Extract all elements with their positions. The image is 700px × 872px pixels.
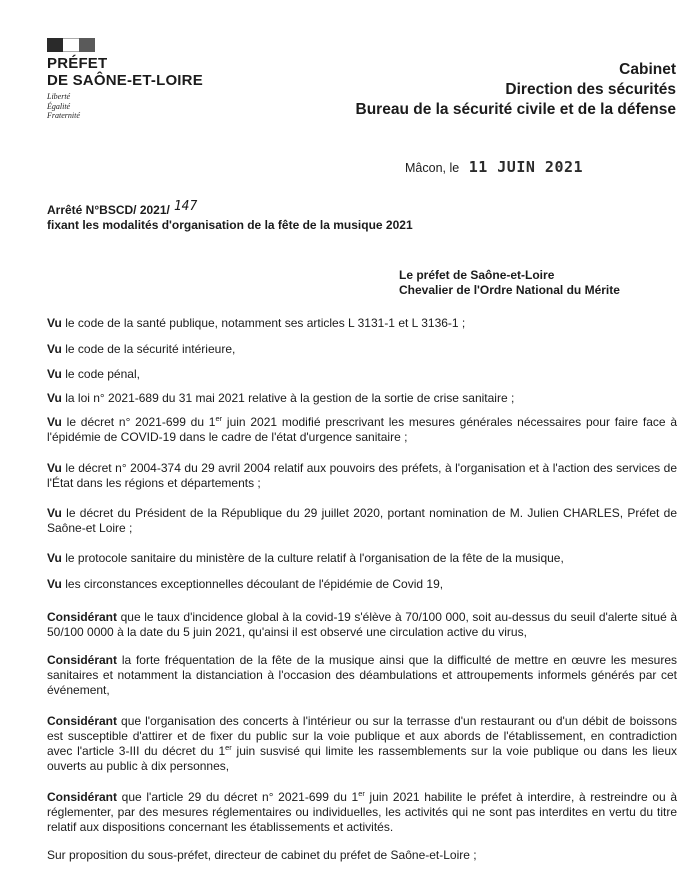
- considerant-paragraph: Considérant que l'organisation des concerts à l'intérieur ou sur la terrasse d'un restaurant ou d'un débit de boissons est susceptible d'attirer et de fixer du public sur la voie publique et aux abords de l'établissement, en contradiction avec l'article 3-III du décret du 1er juin susvisé qui limite les rassemblements sur la voie publique ou dans les lieux ouverts au public à dix personnes,: [47, 714, 677, 773]
- signatory-block: [399, 268, 620, 298]
- proposition-paragraph: Sur proposition du sous-préfet, directeur de cabinet du préfet de Saône-et-Loire ;: [47, 848, 477, 862]
- prefet-title-line1: PRÉFET: [47, 55, 108, 72]
- motto-liberte: Liberté: [47, 92, 71, 101]
- arrete-subject: fixant les modalités d'organisation de la fête de la musique 2021: [47, 218, 413, 232]
- service-heading: [356, 60, 676, 120]
- vu-paragraph: Vu le protocole sanitaire du ministère de la culture relatif à l'organisation de la fête de la musique,: [47, 551, 564, 565]
- service-cabinet: Cabinet: [619, 61, 676, 78]
- prefecture-logo: [47, 38, 203, 121]
- arrete-number: Arrêté N°BSCD/ 2021/: [47, 203, 170, 217]
- considerant-paragraph: Considérant que le taux d'incidence global à la covid-19 s'élève à 70/100 000, soit au-dessus du seuil d'alerte situé à 50/100 0000 à la date du 5 juin 2021, qu'ainsi il est observé une circulation active du virus,: [47, 610, 677, 639]
- vu-paragraph: Vu le code de la santé publique, notamment ses articles L 3131-1 et L 3136-1 ;: [47, 316, 466, 330]
- signatory-line1: Le préfet de Saône-et-Loire: [399, 268, 555, 282]
- motto-fraternite: Fraternité: [47, 111, 80, 120]
- signatory-line2: Chevalier de l'Ordre National du Mérite: [399, 283, 620, 297]
- vu-paragraph: Vu le décret du Président de la République du 29 juillet 2020, portant nomination de M. Julien CHARLES, Préfet de Saône-et Loire ;: [47, 506, 677, 535]
- date-stamp: 11 JUIN 2021: [468, 158, 584, 176]
- arrete-handwritten-number: 147: [173, 199, 198, 214]
- arrete-title: [47, 199, 413, 233]
- date-line: [405, 158, 583, 176]
- service-direction: Direction des sécurités: [505, 81, 676, 98]
- republic-motto: [47, 92, 203, 121]
- motto-egalite: Égalité: [47, 101, 71, 111]
- date-place: Mâcon, le: [405, 161, 460, 175]
- vu-paragraph: Vu le code pénal,: [47, 367, 140, 381]
- considerant-paragraph: Considérant que l'article 29 du décret n° 2021-699 du 1er juin 2021 habilite le préfet à interdire, à restreindre ou à réglementer, par des mesures réglementaires ou individuelles, les activités qui ne sont pas interdites en vertu du titre relatif aux dispositions concernant les établissements et activités.: [47, 789, 678, 834]
- vu-paragraph: Vu les circonstances exceptionnelles découlant de l'épidémie de Covid 19,: [47, 577, 444, 591]
- vu-paragraph: Vu le décret n° 2021-699 du 1er juin 2021 modifié prescrivant les mesures générales nécessaires pour faire face à l'épidémie de COVID-19 dans le cadre de l'état d'urgence sanitaire ;: [47, 414, 677, 444]
- vu-paragraph: Vu le décret n° 2004-374 du 29 avril 2004 relatif aux pouvoirs des préfets, à l'organisation et à l'action des services de l'État dans les régions et départements ;: [47, 461, 677, 490]
- prefet-title-line2: DE SAÔNE-ET-LOIRE: [47, 72, 203, 89]
- vu-paragraph: Vu la loi n° 2021-689 du 31 mai 2021 relative à la gestion de la sortie de crise sanitaire ;: [47, 391, 515, 405]
- service-bureau: Bureau de la sécurité civile et de la défense: [355, 101, 676, 118]
- marianne-flag-icon: [47, 38, 95, 52]
- vu-paragraph: Vu le code de la sécurité intérieure,: [47, 342, 236, 356]
- considerant-paragraph: Considérant la forte fréquentation de la fête de la musique ainsi que la difficulté de mettre en œuvre les mesures sanitaires et notamment la distanciation à l'occasion des déambulations et attroupements informels générés par cet événement,: [47, 653, 677, 697]
